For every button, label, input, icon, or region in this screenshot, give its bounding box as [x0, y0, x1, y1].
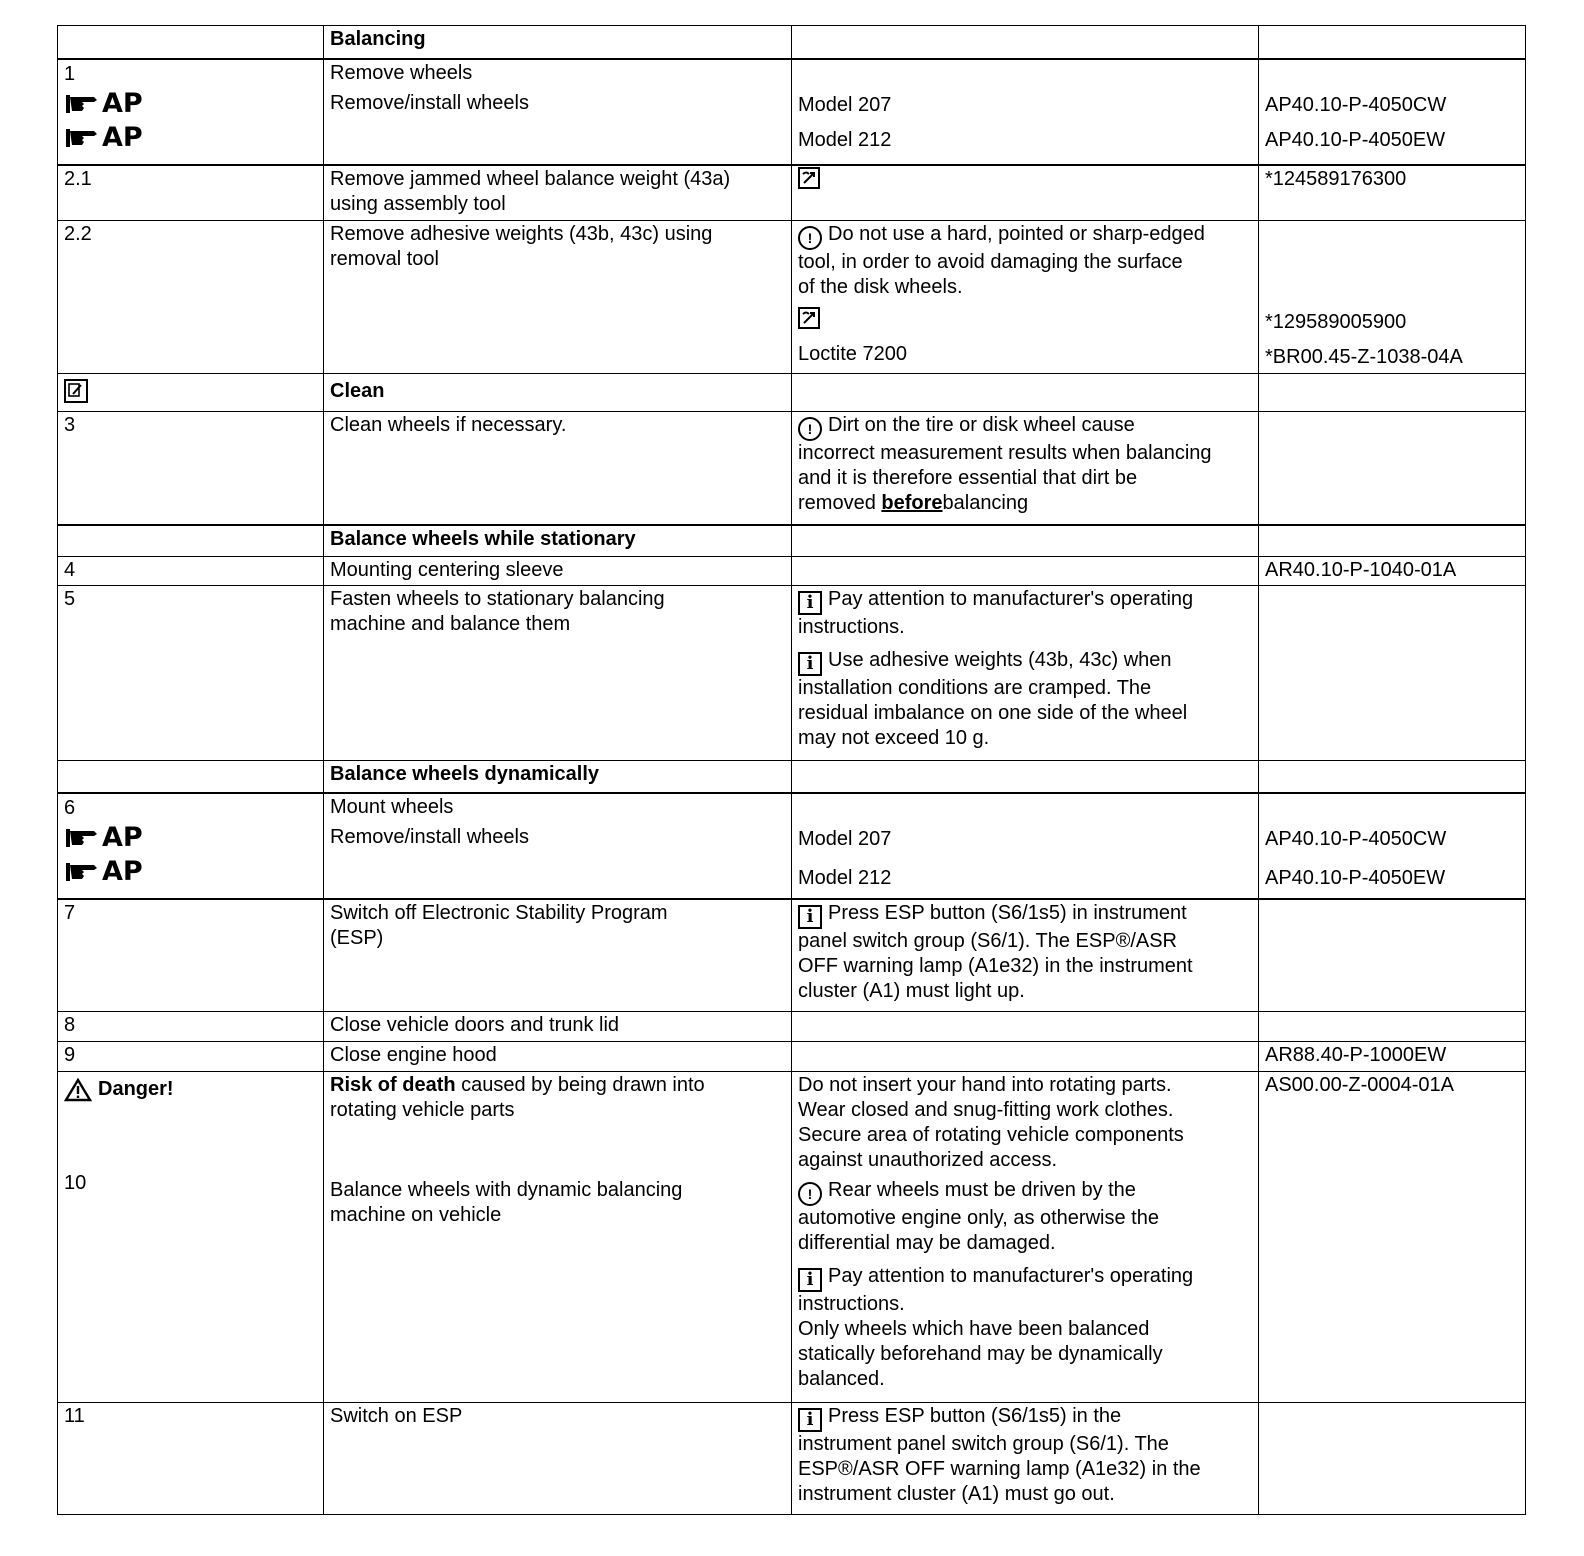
step-title: Mount wheels — [330, 795, 454, 818]
material-reference[interactable]: *BR00.45-Z-1038-04A — [1265, 346, 1463, 368]
table-row — [58, 525, 1526, 557]
note-text: Pay attention to manufacturer's operating — [828, 588, 1194, 610]
note-text: Use adhesive weights (43b, 43c) when — [828, 649, 1172, 671]
step-number: 3 — [58, 412, 324, 525]
note-text: Rear wheels must be driven by the — [828, 1179, 1136, 1201]
special-tool-icon — [798, 167, 820, 189]
step-text: Remove adhesive weights (43b, 43c) using — [330, 223, 713, 245]
step-number: 7 — [58, 899, 324, 1012]
note-text: Only wheels which have been balanced — [798, 1318, 1150, 1340]
step-text: Close engine hood — [324, 1042, 792, 1072]
note-text: ESP®/ASR OFF warning lamp (A1e32) in the — [798, 1458, 1201, 1480]
tool-reference[interactable]: *124589176300 — [1259, 165, 1526, 221]
step-number: 6 — [64, 796, 76, 819]
ap-reference-link[interactable]: AP — [64, 121, 318, 155]
section-heading: Balance wheels dynamically — [324, 761, 792, 793]
table-row: 3 Clean wheels if necessary. ! Dirt on the tire or disk wheel cause incorrect measurement results when balancing and it is therefore essential that dirt be removed beforebalancing — [58, 412, 1526, 525]
pointing-hand-icon — [64, 91, 100, 117]
doc-reference[interactable]: AR88.40-P-1000EW — [1259, 1042, 1526, 1072]
doc-reference[interactable]: AP40.10-P-4050EW — [1265, 866, 1446, 889]
note-text: balanced. — [798, 1368, 885, 1390]
note-text: instrument panel switch group (S6/1). The — [798, 1433, 1169, 1455]
note-text: tool, in order to avoid damaging the surface — [798, 251, 1183, 273]
step-text: Close vehicle doors and trunk lid — [324, 1012, 792, 1042]
table-row — [58, 899, 1526, 1012]
ap-reference-link[interactable]: AP — [64, 821, 318, 855]
procedure-table — [57, 25, 1526, 1515]
danger-text: Do not insert your hand into rotating parts. — [798, 1074, 1172, 1096]
info-icon: i — [798, 1268, 822, 1292]
info-icon: i — [798, 591, 822, 615]
section-heading: Clean — [324, 374, 792, 412]
table-row — [58, 1403, 1526, 1515]
step-number: 5 — [58, 586, 324, 761]
step-text: Switch off Electronic Stability Program — [330, 901, 668, 924]
step-number: 9 — [58, 1042, 324, 1072]
section-heading: Balancing — [324, 26, 792, 59]
step-text: machine on vehicle — [330, 1204, 502, 1226]
danger-text: Wear closed and snug-fitting work clothes. — [798, 1099, 1174, 1121]
step-text: Fasten wheels to stationary balancing — [330, 588, 665, 610]
step-text: Balance wheels with dynamic balancing — [330, 1179, 683, 1201]
table-row — [58, 221, 1526, 374]
danger-text: Secure area of rotating vehicle components — [798, 1124, 1184, 1146]
cleaning-icon — [64, 379, 88, 403]
table-row — [58, 761, 1526, 793]
note-text: and it is therefore essential that dirt be — [798, 467, 1138, 489]
note-text: residual imbalance on one side of the wheel — [798, 702, 1188, 724]
material-label: Loctite 7200 — [798, 343, 907, 365]
note-text: instructions. — [798, 616, 905, 638]
step-number: 2.2 — [58, 221, 324, 374]
section-heading: Balance wheels while stationary — [324, 525, 792, 557]
table-row — [58, 586, 1526, 761]
note-text: statically beforehand may be dynamically — [798, 1343, 1163, 1365]
model-label: Model 212 — [798, 866, 892, 889]
table-row — [58, 557, 1526, 586]
danger-text: against unauthorized access. — [798, 1149, 1058, 1171]
step-text: removal tool — [330, 248, 439, 270]
step-text: Switch on ESP — [324, 1403, 792, 1515]
step-text: (ESP) — [330, 926, 384, 949]
step-text: machine and balance them — [330, 613, 571, 635]
note-text: Do not use a hard, pointed or sharp-edged — [828, 223, 1205, 245]
table-row — [58, 1012, 1526, 1042]
doc-reference[interactable]: AP40.10-P-4050EW — [1265, 128, 1446, 151]
step-subtitle: Remove/install wheels — [330, 91, 529, 114]
note-text: Press ESP button (S6/1s5) in instrument — [828, 901, 1187, 924]
note-text: incorrect measurement results when balancing — [798, 442, 1212, 464]
step-subtitle: Remove/install wheels — [330, 825, 529, 848]
note-text: installation conditions are cramped. The — [798, 677, 1152, 699]
doc-reference[interactable]: AR40.10-P-1040-01A — [1259, 557, 1526, 586]
risk-text: rotating vehicle parts — [330, 1099, 515, 1121]
note-text: OFF warning lamp (A1e32) in the instrument — [798, 954, 1193, 977]
safety-reference[interactable]: AS00.00-Z-0004-01A — [1259, 1072, 1526, 1403]
emphasis-before: before — [881, 492, 943, 514]
step-number: 11 — [58, 1403, 324, 1515]
note-text: cluster (A1) must light up. — [798, 979, 1025, 1002]
step-number: 1 — [64, 62, 76, 85]
table-row — [58, 1042, 1526, 1072]
step-number: 8 — [58, 1012, 324, 1042]
step-number: 2.1 — [58, 165, 324, 221]
pointing-hand-icon — [64, 825, 100, 851]
danger-warning: Danger! — [64, 1077, 318, 1102]
model-label: Model 207 — [798, 93, 892, 116]
warning-triangle-icon — [64, 1078, 92, 1102]
model-label: Model 212 — [798, 128, 892, 151]
ap-reference-link[interactable]: AP — [64, 87, 318, 121]
pointing-hand-icon — [64, 125, 100, 151]
step-text: Mounting centering sleeve — [324, 557, 792, 586]
note-text: Dirt on the tire or disk wheel cause — [828, 414, 1135, 436]
ap-reference-link[interactable]: AP — [64, 855, 318, 889]
model-label: Model 207 — [798, 827, 892, 850]
note-text: differential may be damaged. — [798, 1232, 1056, 1254]
info-icon: i — [798, 905, 822, 929]
caution-icon: ! — [798, 417, 822, 441]
pointing-hand-icon — [64, 859, 100, 885]
note-text: instructions. — [798, 1293, 905, 1315]
step-text: Clean wheels if necessary. — [324, 412, 792, 525]
caution-icon: ! — [798, 1182, 822, 1206]
info-icon: i — [798, 652, 822, 676]
note-text: of the disk wheels. — [798, 276, 963, 298]
tool-reference[interactable]: *129589005900 — [1265, 311, 1407, 333]
note-text: automotive engine only, as otherwise the — [798, 1207, 1159, 1229]
step-text: Remove jammed wheel balance weight (43a) — [330, 167, 731, 190]
note-text: may not exceed 10 g. — [798, 727, 990, 749]
note-text: Press ESP button (S6/1s5) in the — [828, 1405, 1122, 1427]
step-number: 4 — [58, 557, 324, 586]
table-row — [58, 374, 1526, 412]
info-icon: i — [798, 1408, 822, 1432]
table-row — [58, 26, 1526, 59]
table-row — [58, 793, 1526, 899]
note-text: instrument cluster (A1) must go out. — [798, 1483, 1115, 1505]
risk-heading: Risk of death — [330, 1074, 456, 1096]
note-text: panel switch group (S6/1). The ESP®/ASR — [798, 929, 1177, 952]
special-tool-icon — [798, 307, 820, 329]
note-text: Pay attention to manufacturer's operating — [828, 1265, 1194, 1287]
table-row: Danger! 10 Risk of death caused by being drawn into rotating vehicle parts Balance wheels with dynamic balancing machine on vehicle Do not insert your hand into rotating parts. Wear closed and snug-fitting work clothes. Secure area of rotating vehicle components against unauthorized access. ! Rear wheels must be driven by the automotive engine only, as otherwise the differential may be damaged. i Pay attention to manufacturer's operating instructions. Only wheels which have been balanced statically beforehand may be dynamically balanced. AS00.00-Z-0004-01A — [58, 1072, 1526, 1403]
step-text: using assembly tool — [330, 192, 506, 215]
step-number: 10 — [64, 1172, 87, 1194]
step-title: Remove wheels — [330, 61, 473, 84]
doc-reference[interactable]: AP40.10-P-4050CW — [1265, 827, 1447, 850]
table-row — [58, 59, 1526, 165]
caution-icon: ! — [798, 226, 822, 250]
table-row — [58, 165, 1526, 221]
doc-reference[interactable]: AP40.10-P-4050CW — [1265, 93, 1447, 116]
